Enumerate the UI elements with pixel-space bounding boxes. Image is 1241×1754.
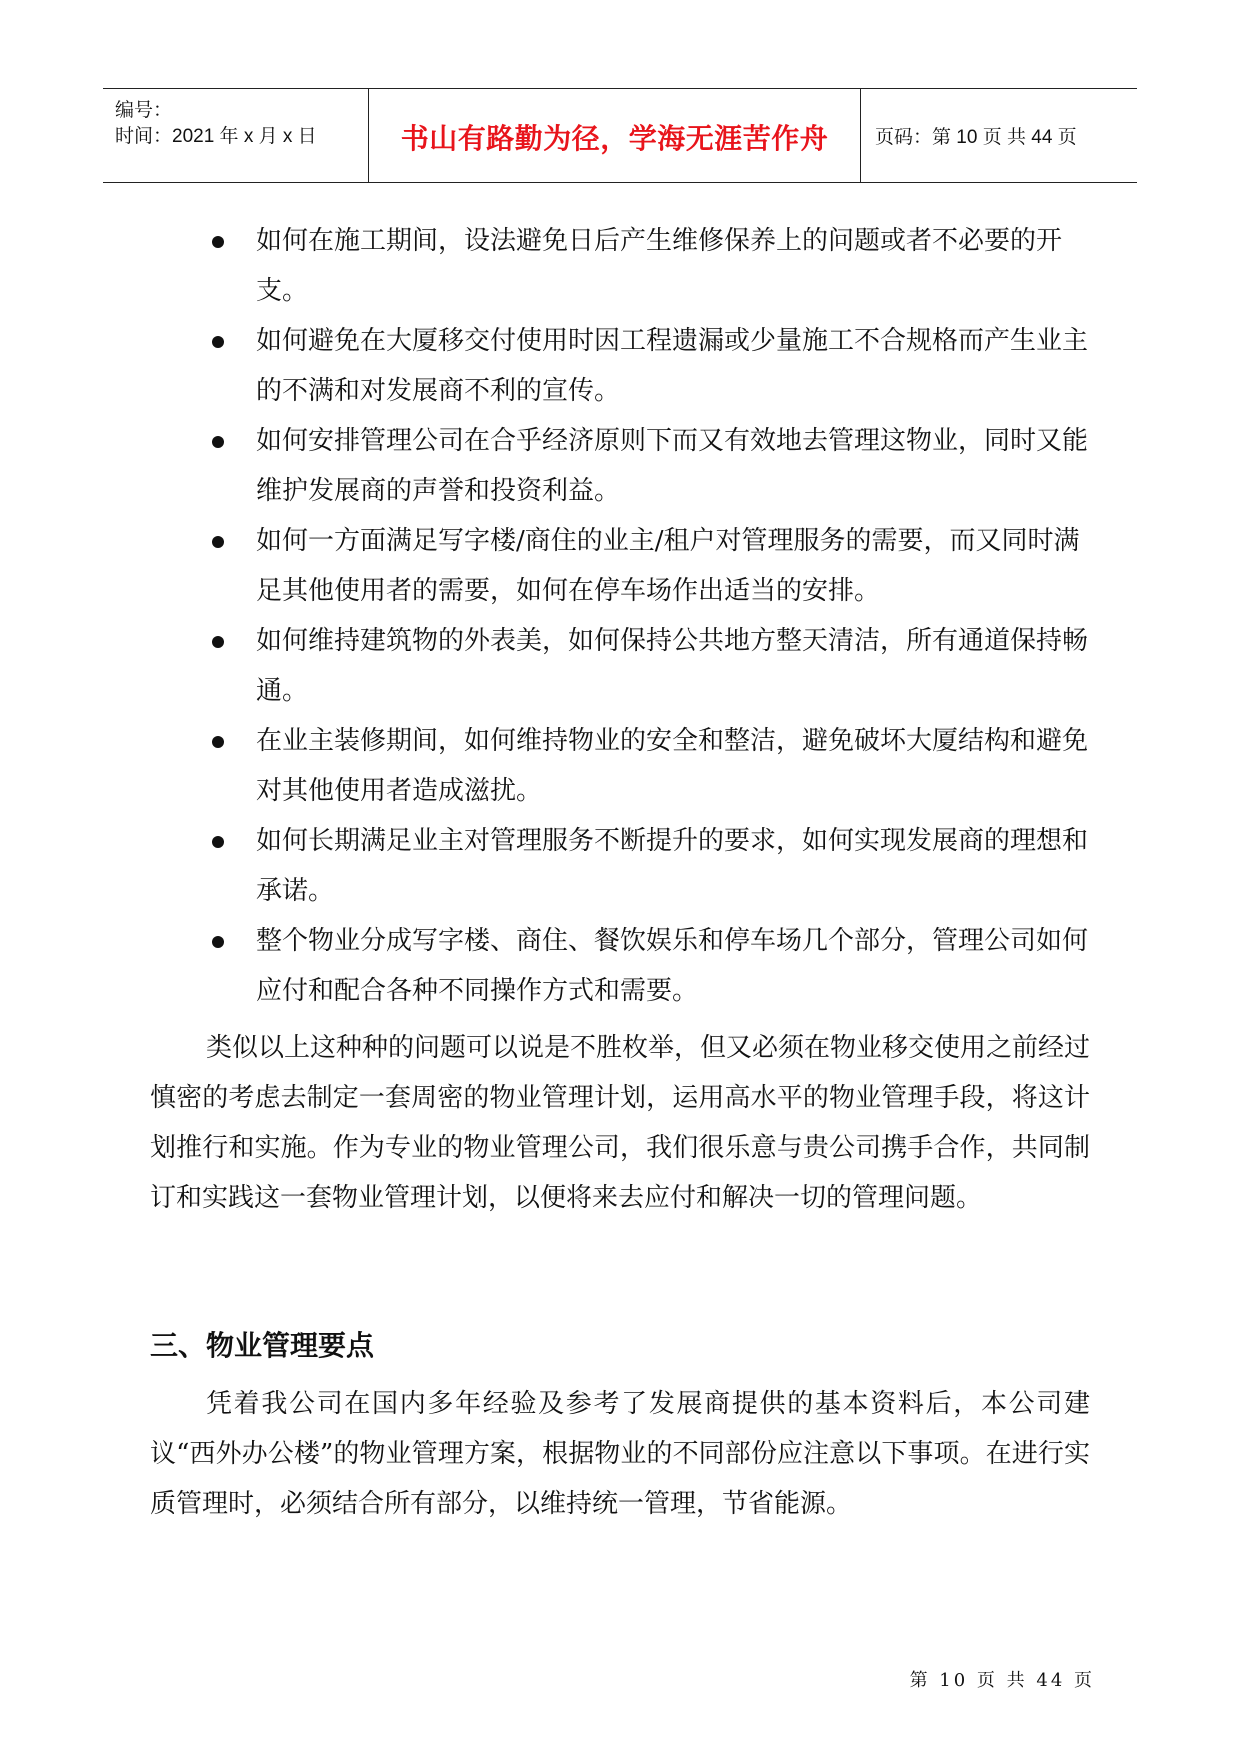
- document-time-label: 时间：2021 年 x 月 x 日: [115, 126, 317, 147]
- bullet-dot-icon: [212, 836, 224, 848]
- bullet-dot-icon: [212, 936, 224, 948]
- page-header: [103, 88, 1137, 183]
- bullet-dot-icon: [212, 436, 224, 448]
- list-item-text: 整个物业分成写字楼、商住、餐饮娱乐和停车场几个部分，管理公司如何应付和配合各种不同操作方式和需要。: [256, 926, 1089, 1006]
- bullet-dot-icon: [212, 236, 224, 248]
- list-item: [150, 816, 1098, 916]
- section-intro-paragraph: 凭着我公司在国内多年经验及参考了发展商提供的基本资料后，本公司建议“西外办公楼”的物业管理方案，根据物业的不同部份应注意以下事项。在进行实质管理时，必须结合所有部分，以维持统一管理，节省能源。: [150, 1389, 1090, 1519]
- header-meta-cell: [103, 89, 369, 182]
- summary-paragraph: 类似以上这种种的问题可以说是不胜枚举，但又必须在物业移交使用之前经过慎密的考虑去制定一套周密的物业管理计划，运用高水平的物业管理手段，将这计划推行和实施。作为专业的物业管理公司，我们很乐意与贵公司携手合作，共同制订和实践这一套物业管理计划，以便将来去应付和解决一切的管理问题。: [150, 1033, 1091, 1213]
- list-item: [150, 316, 1098, 416]
- list-item: [150, 916, 1098, 1016]
- list-item: [150, 216, 1098, 316]
- list-item: [150, 516, 1098, 616]
- section-heading: 三、物业管理要点: [150, 1329, 375, 1362]
- list-item-text: 如何安排管理公司在合乎经济原则下而又有效地去管理这物业，同时又能维护发展商的声誉和投资利益。: [256, 426, 1089, 506]
- page-footer: 第 10 页 共 44 页: [909, 1670, 1095, 1691]
- list-item-text: 如何维持建筑物的外表美，如何保持公共地方整天清洁，所有通道保持畅通。: [256, 626, 1089, 706]
- header-motto-cell: [369, 89, 861, 182]
- list-item-text: 如何避免在大厦移交付使用时因工程遗漏或少量施工不合规格而产生业主的不满和对发展商不利的宣传。: [256, 326, 1089, 406]
- list-item-text: 在业主装修期间，如何维持物业的安全和整洁，避免破坏大厦结构和避免对其他使用者造成滋扰。: [256, 726, 1089, 806]
- header-page-cell: [861, 89, 1137, 182]
- list-item-text: 如何一方面满足写字楼/商住的业主/租户对管理服务的需要，而又同时满足其他使用者的需要，如何在停车场作出适当的安排。: [256, 526, 1080, 606]
- list-item: [150, 616, 1098, 716]
- document-number-label: 编号：: [115, 100, 173, 121]
- header-page-info: 页码：第 10 页 共 44 页: [875, 127, 1077, 148]
- bullet-dot-icon: [212, 736, 224, 748]
- header-motto: 书山有路勤为径，学海无涯苦作舟: [400, 121, 829, 155]
- list-item: [150, 716, 1098, 816]
- list-item-text: 如何在施工期间，设法避免日后产生维修保养上的问题或者不必要的开支。: [256, 226, 1063, 306]
- list-item: [150, 416, 1098, 516]
- bullet-dot-icon: [212, 336, 224, 348]
- bullet-dot-icon: [212, 536, 224, 548]
- list-item-text: 如何长期满足业主对管理服务不断提升的要求，如何实现发展商的理想和承诺。: [256, 826, 1089, 906]
- bullet-dot-icon: [212, 636, 224, 648]
- issue-bullet-list: [150, 216, 1098, 1016]
